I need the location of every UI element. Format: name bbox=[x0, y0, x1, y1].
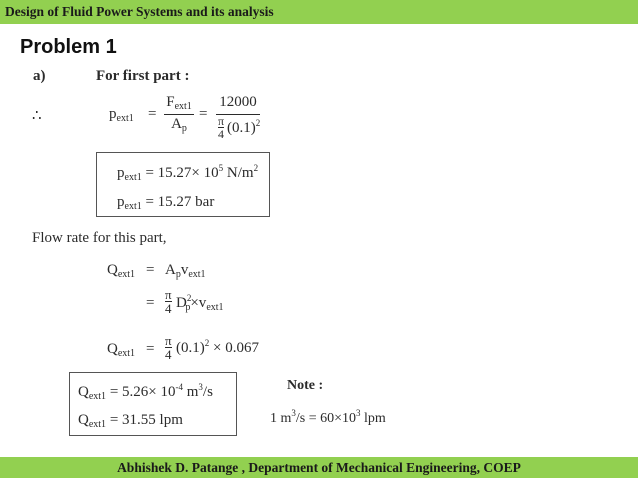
diameter-term: $(0.1)^2$ bbox=[227, 118, 261, 136]
flow-rhs-2: $D^2_p\times v_{ext1}$ bbox=[176, 293, 224, 313]
flow-rate-label: Flow rate for this part, bbox=[32, 230, 167, 246]
pressure-lhs: $p_{ext1}$ bbox=[109, 106, 134, 124]
flow-rhs-3: $(0.1)^2 \times 0.067$ bbox=[176, 338, 259, 356]
note-conversion: 1 $m^3/s = 60\times 10^3$ lpm bbox=[270, 408, 386, 426]
pressure-result-pa: $p_{ext1} = 15.27\times 10^5$ $N/m^2$ bbox=[117, 163, 259, 183]
note-label: Note : bbox=[287, 378, 324, 393]
flow-lhs-3: $Q_{ext1}$ bbox=[107, 341, 136, 359]
part-label: a) bbox=[33, 68, 46, 84]
part-title: For first part : bbox=[96, 68, 190, 84]
flow-eq-sign-1: = bbox=[146, 262, 155, 278]
pi-over-4-2: π 4 bbox=[165, 287, 172, 316]
footer-text: Abhishek D. Patange , Department of Mechanical Engineering, COEP bbox=[117, 460, 521, 475]
slide-heading: Problem 1 bbox=[20, 36, 117, 58]
flow-result-lpm: $Q_{ext1} = 31.55$ lpm bbox=[78, 412, 183, 430]
flow-rhs-1: $A_pv_{ext1}$ bbox=[165, 262, 206, 280]
pressure-eq-sign-2: = bbox=[199, 106, 208, 122]
flow-eq-sign-2: = bbox=[146, 295, 155, 311]
flow-lhs-1: $Q_{ext1}$ bbox=[107, 262, 136, 280]
header-title: Design of Fluid Power Systems and its analysis bbox=[5, 4, 274, 19]
pi-over-4-3: π 4 bbox=[165, 333, 172, 362]
pi-over-4: π 4 bbox=[218, 114, 225, 141]
flow-result-m3s: $Q_{ext1} = 5.26\times 10^{-4}$ $m^3/s$ bbox=[78, 382, 213, 402]
flow-eq-sign-3: = bbox=[146, 341, 155, 357]
pressure-result-bar: $p_{ext1} = 15.27$ bar bbox=[117, 194, 215, 212]
therefore-symbol: ∴ bbox=[32, 108, 42, 124]
fraction-bar-1 bbox=[164, 114, 194, 115]
area-denominator: $A_p$ bbox=[171, 116, 187, 134]
force-value: 12000 bbox=[219, 94, 257, 110]
force-numerator: $F_{ext1}$ bbox=[166, 94, 192, 112]
pressure-eq-sign: = bbox=[148, 106, 157, 122]
